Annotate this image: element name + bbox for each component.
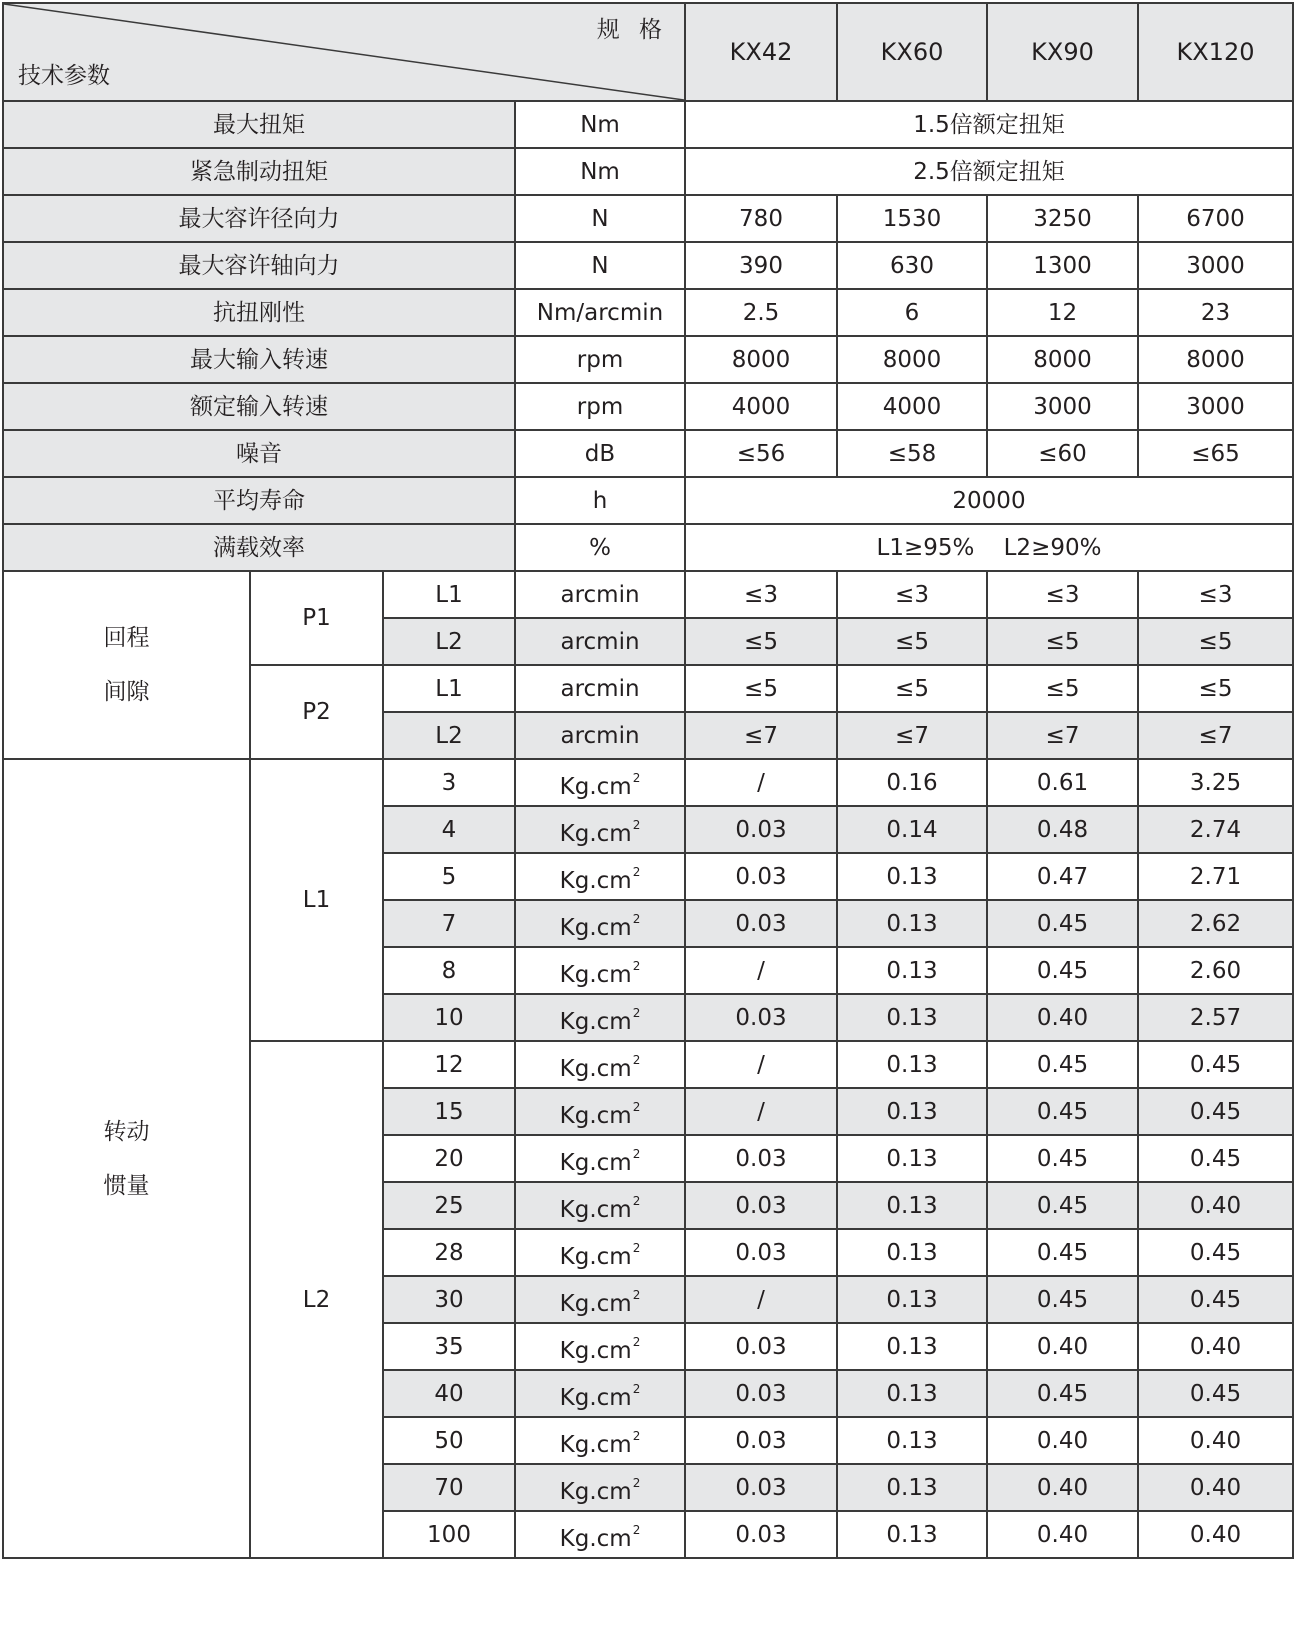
backlash-value: ≤5 xyxy=(1138,665,1293,712)
inertia-unit-exp: 2 xyxy=(632,865,641,879)
table-row xyxy=(3,477,1293,524)
inertia-unit xyxy=(515,1464,685,1511)
backlash-value: ≤5 xyxy=(837,665,987,712)
backlash-title-line2: 间隙 xyxy=(103,679,150,705)
param-value: ≤58 xyxy=(837,430,987,477)
inertia-value: 0.45 xyxy=(987,1135,1138,1182)
param-unit: Nm xyxy=(515,101,685,148)
inertia-value: 0.45 xyxy=(987,1276,1138,1323)
backlash-title-stack xyxy=(4,626,249,704)
inertia-value: 0.03 xyxy=(685,1370,837,1417)
param-value: 3000 xyxy=(987,383,1138,430)
inertia-value: / xyxy=(685,1041,837,1088)
inertia-value: 2.60 xyxy=(1138,947,1293,994)
param-value: 4000 xyxy=(837,383,987,430)
model-header-kx90: KX90 xyxy=(987,3,1138,101)
param-unit: Nm/arcmin xyxy=(515,289,685,336)
param-unit: % xyxy=(515,524,685,571)
inertia-unit-base: Kg.cm xyxy=(559,1526,632,1552)
backlash-unit: arcmin xyxy=(515,618,685,665)
inertia-unit-exp: 2 xyxy=(632,818,641,832)
param-span-value: L1≥95% L2≥90% xyxy=(685,524,1293,571)
backlash-value: ≤7 xyxy=(1138,712,1293,759)
inertia-unit xyxy=(515,853,685,900)
inertia-ratio: 20 xyxy=(383,1135,515,1182)
inertia-value: 0.13 xyxy=(837,1323,987,1370)
inertia-value: 0.03 xyxy=(685,994,837,1041)
header-row xyxy=(3,3,1293,101)
param-value: 8000 xyxy=(1138,336,1293,383)
backlash-value: ≤3 xyxy=(685,571,837,618)
backlash-unit: arcmin xyxy=(515,712,685,759)
param-value: 6 xyxy=(837,289,987,336)
inertia-unit-exp: 2 xyxy=(632,1288,641,1302)
param-unit: rpm xyxy=(515,383,685,430)
table-row xyxy=(3,524,1293,571)
inertia-unit-exp: 2 xyxy=(632,1147,641,1161)
param-value: 8000 xyxy=(837,336,987,383)
inertia-value: 0.45 xyxy=(1138,1229,1293,1276)
inertia-title xyxy=(3,759,250,1558)
param-name: 额定输入转速 xyxy=(3,383,515,430)
param-span-value: 2.5倍额定扭矩 xyxy=(685,148,1293,195)
inertia-value: 0.03 xyxy=(685,900,837,947)
backlash-value: ≤5 xyxy=(1138,618,1293,665)
backlash-unit: arcmin xyxy=(515,665,685,712)
param-unit: N xyxy=(515,242,685,289)
inertia-value: 0.48 xyxy=(987,806,1138,853)
inertia-unit-exp: 2 xyxy=(632,1335,641,1349)
inertia-unit xyxy=(515,1370,685,1417)
backlash-value: ≤3 xyxy=(987,571,1138,618)
inertia-value: 0.14 xyxy=(837,806,987,853)
inertia-value: 2.71 xyxy=(1138,853,1293,900)
inertia-unit xyxy=(515,1276,685,1323)
inertia-unit-exp: 2 xyxy=(632,1194,641,1208)
param-value: 23 xyxy=(1138,289,1293,336)
inertia-unit xyxy=(515,1182,685,1229)
param-value: ≤56 xyxy=(685,430,837,477)
inertia-value: 2.62 xyxy=(1138,900,1293,947)
inertia-value: 0.40 xyxy=(987,1464,1138,1511)
model-header-kx120: KX120 xyxy=(1138,3,1293,101)
inertia-title-stack xyxy=(4,1120,249,1198)
inertia-unit-base: Kg.cm xyxy=(559,915,632,941)
inertia-value: 3.25 xyxy=(1138,759,1293,806)
table-row xyxy=(3,148,1293,195)
inertia-unit-base: Kg.cm xyxy=(559,1385,632,1411)
inertia-value: 0.13 xyxy=(837,1276,987,1323)
table-row xyxy=(3,289,1293,336)
backlash-group: P1 xyxy=(250,571,383,665)
inertia-value: 0.13 xyxy=(837,1041,987,1088)
inertia-value: 0.13 xyxy=(837,853,987,900)
inertia-unit-base: Kg.cm xyxy=(559,1291,632,1317)
inertia-value: 0.03 xyxy=(685,1229,837,1276)
inertia-value: 0.45 xyxy=(987,1182,1138,1229)
param-name: 抗扭刚性 xyxy=(3,289,515,336)
inertia-value: 0.03 xyxy=(685,1135,837,1182)
backlash-value: ≤5 xyxy=(685,618,837,665)
spec-table-body xyxy=(3,3,1293,1558)
param-value: 4000 xyxy=(685,383,837,430)
inertia-value: 0.03 xyxy=(685,1417,837,1464)
inertia-value: 0.13 xyxy=(837,947,987,994)
inertia-unit-base: Kg.cm xyxy=(559,821,632,847)
inertia-value: / xyxy=(685,1276,837,1323)
inertia-ratio: 5 xyxy=(383,853,515,900)
param-unit: N xyxy=(515,195,685,242)
inertia-value: 0.13 xyxy=(837,1229,987,1276)
backlash-value: ≤7 xyxy=(987,712,1138,759)
param-value: 3000 xyxy=(1138,383,1293,430)
table-row xyxy=(3,242,1293,289)
inertia-value: / xyxy=(685,947,837,994)
inertia-value: 0.03 xyxy=(685,853,837,900)
param-name: 满载效率 xyxy=(3,524,515,571)
param-unit: dB xyxy=(515,430,685,477)
inertia-unit xyxy=(515,1417,685,1464)
inertia-value: 0.45 xyxy=(1138,1370,1293,1417)
inertia-unit-exp: 2 xyxy=(632,1429,641,1443)
inertia-title-line1: 转动 xyxy=(103,1118,150,1145)
inertia-title-line2: 惯量 xyxy=(103,1172,150,1199)
inertia-value: 0.45 xyxy=(987,900,1138,947)
inertia-unit xyxy=(515,900,685,947)
inertia-unit-base: Kg.cm xyxy=(559,1056,632,1082)
inertia-value: 0.13 xyxy=(837,1182,987,1229)
inertia-value: 0.40 xyxy=(1138,1511,1293,1558)
inertia-unit-exp: 2 xyxy=(632,771,641,785)
inertia-value: 0.40 xyxy=(987,1511,1138,1558)
inertia-unit-exp: 2 xyxy=(632,1241,641,1255)
model-header-kx60: KX60 xyxy=(837,3,987,101)
inertia-value: 2.74 xyxy=(1138,806,1293,853)
param-value: 2.5 xyxy=(685,289,837,336)
inertia-unit-base: Kg.cm xyxy=(559,774,632,800)
inertia-unit xyxy=(515,759,685,806)
inertia-unit-exp: 2 xyxy=(632,1523,641,1537)
inertia-value: 0.03 xyxy=(685,1464,837,1511)
inertia-value: 0.03 xyxy=(685,1182,837,1229)
backlash-value: ≤5 xyxy=(837,618,987,665)
inertia-unit-exp: 2 xyxy=(632,959,641,973)
inertia-ratio: 8 xyxy=(383,947,515,994)
param-label: 技术参数 xyxy=(18,63,110,89)
table-row xyxy=(3,759,1293,806)
header-diagonal-cell xyxy=(3,3,685,101)
table-row xyxy=(3,101,1293,148)
inertia-ratio: 30 xyxy=(383,1276,515,1323)
inertia-value: / xyxy=(685,759,837,806)
inertia-unit xyxy=(515,947,685,994)
inertia-value: 0.40 xyxy=(987,994,1138,1041)
backlash-stage: L2 xyxy=(383,618,515,665)
inertia-value: 0.45 xyxy=(987,1041,1138,1088)
inertia-ratio: 10 xyxy=(383,994,515,1041)
param-name: 平均寿命 xyxy=(3,477,515,524)
backlash-value: ≤5 xyxy=(685,665,837,712)
backlash-stage: L1 xyxy=(383,665,515,712)
inertia-unit-exp: 2 xyxy=(632,1100,641,1114)
spec-table xyxy=(2,2,1294,1559)
inertia-ratio: 70 xyxy=(383,1464,515,1511)
inertia-value: 0.16 xyxy=(837,759,987,806)
inertia-value: 0.45 xyxy=(987,1370,1138,1417)
backlash-value: ≤3 xyxy=(1138,571,1293,618)
inertia-ratio: 28 xyxy=(383,1229,515,1276)
inertia-ratio: 7 xyxy=(383,900,515,947)
backlash-title-line1: 回程 xyxy=(103,625,150,651)
param-name: 最大容许径向力 xyxy=(3,195,515,242)
inertia-value: 0.45 xyxy=(1138,1135,1293,1182)
spec-label: 规 格 xyxy=(596,17,668,43)
inertia-value: 0.47 xyxy=(987,853,1138,900)
inertia-value: 0.45 xyxy=(1138,1088,1293,1135)
backlash-stage: L1 xyxy=(383,571,515,618)
inertia-unit-base: Kg.cm xyxy=(559,962,632,988)
inertia-ratio: 15 xyxy=(383,1088,515,1135)
inertia-value: 0.45 xyxy=(987,1088,1138,1135)
inertia-value: 2.57 xyxy=(1138,994,1293,1041)
inertia-unit-base: Kg.cm xyxy=(559,1432,632,1458)
inertia-value: 0.13 xyxy=(837,1370,987,1417)
inertia-ratio: 50 xyxy=(383,1417,515,1464)
inertia-unit-exp: 2 xyxy=(632,912,641,926)
param-unit: rpm xyxy=(515,336,685,383)
param-name: 最大容许轴向力 xyxy=(3,242,515,289)
param-name: 噪音 xyxy=(3,430,515,477)
inertia-ratio: 100 xyxy=(383,1511,515,1558)
model-header-kx42: KX42 xyxy=(685,3,837,101)
backlash-group: P2 xyxy=(250,665,383,759)
inertia-value: 0.13 xyxy=(837,1088,987,1135)
inertia-value: 0.61 xyxy=(987,759,1138,806)
inertia-value: 0.40 xyxy=(987,1323,1138,1370)
inertia-value: 0.40 xyxy=(1138,1417,1293,1464)
backlash-unit: arcmin xyxy=(515,571,685,618)
inertia-unit-base: Kg.cm xyxy=(559,868,632,894)
inertia-ratio: 25 xyxy=(383,1182,515,1229)
backlash-value: ≤3 xyxy=(837,571,987,618)
inertia-unit xyxy=(515,1511,685,1558)
param-value: 390 xyxy=(685,242,837,289)
param-value: 12 xyxy=(987,289,1138,336)
inertia-ratio: 35 xyxy=(383,1323,515,1370)
inertia-unit xyxy=(515,994,685,1041)
param-value: 3250 xyxy=(987,195,1138,242)
inertia-ratio: 4 xyxy=(383,806,515,853)
inertia-ratio: 3 xyxy=(383,759,515,806)
inertia-value: 0.13 xyxy=(837,900,987,947)
backlash-value: ≤7 xyxy=(685,712,837,759)
inertia-unit-exp: 2 xyxy=(632,1476,641,1490)
param-value: 6700 xyxy=(1138,195,1293,242)
table-row xyxy=(3,383,1293,430)
param-span-value: 1.5倍额定扭矩 xyxy=(685,101,1293,148)
inertia-unit-base: Kg.cm xyxy=(559,1103,632,1129)
inertia-value: 0.40 xyxy=(1138,1464,1293,1511)
inertia-value: 0.40 xyxy=(1138,1323,1293,1370)
table-row xyxy=(3,430,1293,477)
param-name: 紧急制动扭矩 xyxy=(3,148,515,195)
inertia-unit-base: Kg.cm xyxy=(559,1244,632,1270)
inertia-value: 0.03 xyxy=(685,1323,837,1370)
inertia-unit xyxy=(515,1088,685,1135)
inertia-value: 0.13 xyxy=(837,1417,987,1464)
inertia-value: 0.40 xyxy=(1138,1182,1293,1229)
inertia-value: 0.03 xyxy=(685,806,837,853)
backlash-title xyxy=(3,571,250,759)
inertia-value: 0.13 xyxy=(837,1464,987,1511)
inertia-value: 0.45 xyxy=(987,947,1138,994)
inertia-ratio: 12 xyxy=(383,1041,515,1088)
param-value: 780 xyxy=(685,195,837,242)
inertia-value: 0.45 xyxy=(987,1229,1138,1276)
inertia-unit xyxy=(515,1041,685,1088)
backlash-value: ≤7 xyxy=(837,712,987,759)
inertia-unit xyxy=(515,1229,685,1276)
inertia-unit-exp: 2 xyxy=(632,1053,641,1067)
backlash-value: ≤5 xyxy=(987,665,1138,712)
inertia-value: 0.45 xyxy=(1138,1041,1293,1088)
inertia-ratio: 40 xyxy=(383,1370,515,1417)
inertia-value: 0.13 xyxy=(837,1511,987,1558)
inertia-unit xyxy=(515,1135,685,1182)
inertia-value: 0.13 xyxy=(837,994,987,1041)
inertia-group: L1 xyxy=(250,759,383,1041)
param-unit: h xyxy=(515,477,685,524)
param-value: 3000 xyxy=(1138,242,1293,289)
param-value: ≤60 xyxy=(987,430,1138,477)
inertia-unit xyxy=(515,806,685,853)
param-value: ≤65 xyxy=(1138,430,1293,477)
inertia-group: L2 xyxy=(250,1041,383,1558)
param-name: 最大输入转速 xyxy=(3,336,515,383)
table-row xyxy=(3,195,1293,242)
inertia-unit-base: Kg.cm xyxy=(559,1150,632,1176)
inertia-value: 0.13 xyxy=(837,1135,987,1182)
inertia-value: 0.45 xyxy=(1138,1276,1293,1323)
table-row xyxy=(3,571,1293,618)
inertia-unit xyxy=(515,1323,685,1370)
param-span-value: 20000 xyxy=(685,477,1293,524)
param-value: 1300 xyxy=(987,242,1138,289)
backlash-value: ≤5 xyxy=(987,618,1138,665)
backlash-stage: L2 xyxy=(383,712,515,759)
param-value: 8000 xyxy=(685,336,837,383)
table-row xyxy=(3,336,1293,383)
inertia-unit-base: Kg.cm xyxy=(559,1338,632,1364)
inertia-value: 0.40 xyxy=(987,1417,1138,1464)
inertia-unit-exp: 2 xyxy=(632,1006,641,1020)
inertia-value: 0.03 xyxy=(685,1511,837,1558)
param-value: 1530 xyxy=(837,195,987,242)
inertia-unit-exp: 2 xyxy=(632,1382,641,1396)
inertia-unit-base: Kg.cm xyxy=(559,1197,632,1223)
inertia-unit-base: Kg.cm xyxy=(559,1479,632,1505)
param-value: 8000 xyxy=(987,336,1138,383)
param-value: 630 xyxy=(837,242,987,289)
inertia-value: / xyxy=(685,1088,837,1135)
inertia-unit-base: Kg.cm xyxy=(559,1009,632,1035)
param-name: 最大扭矩 xyxy=(3,101,515,148)
param-unit: Nm xyxy=(515,148,685,195)
